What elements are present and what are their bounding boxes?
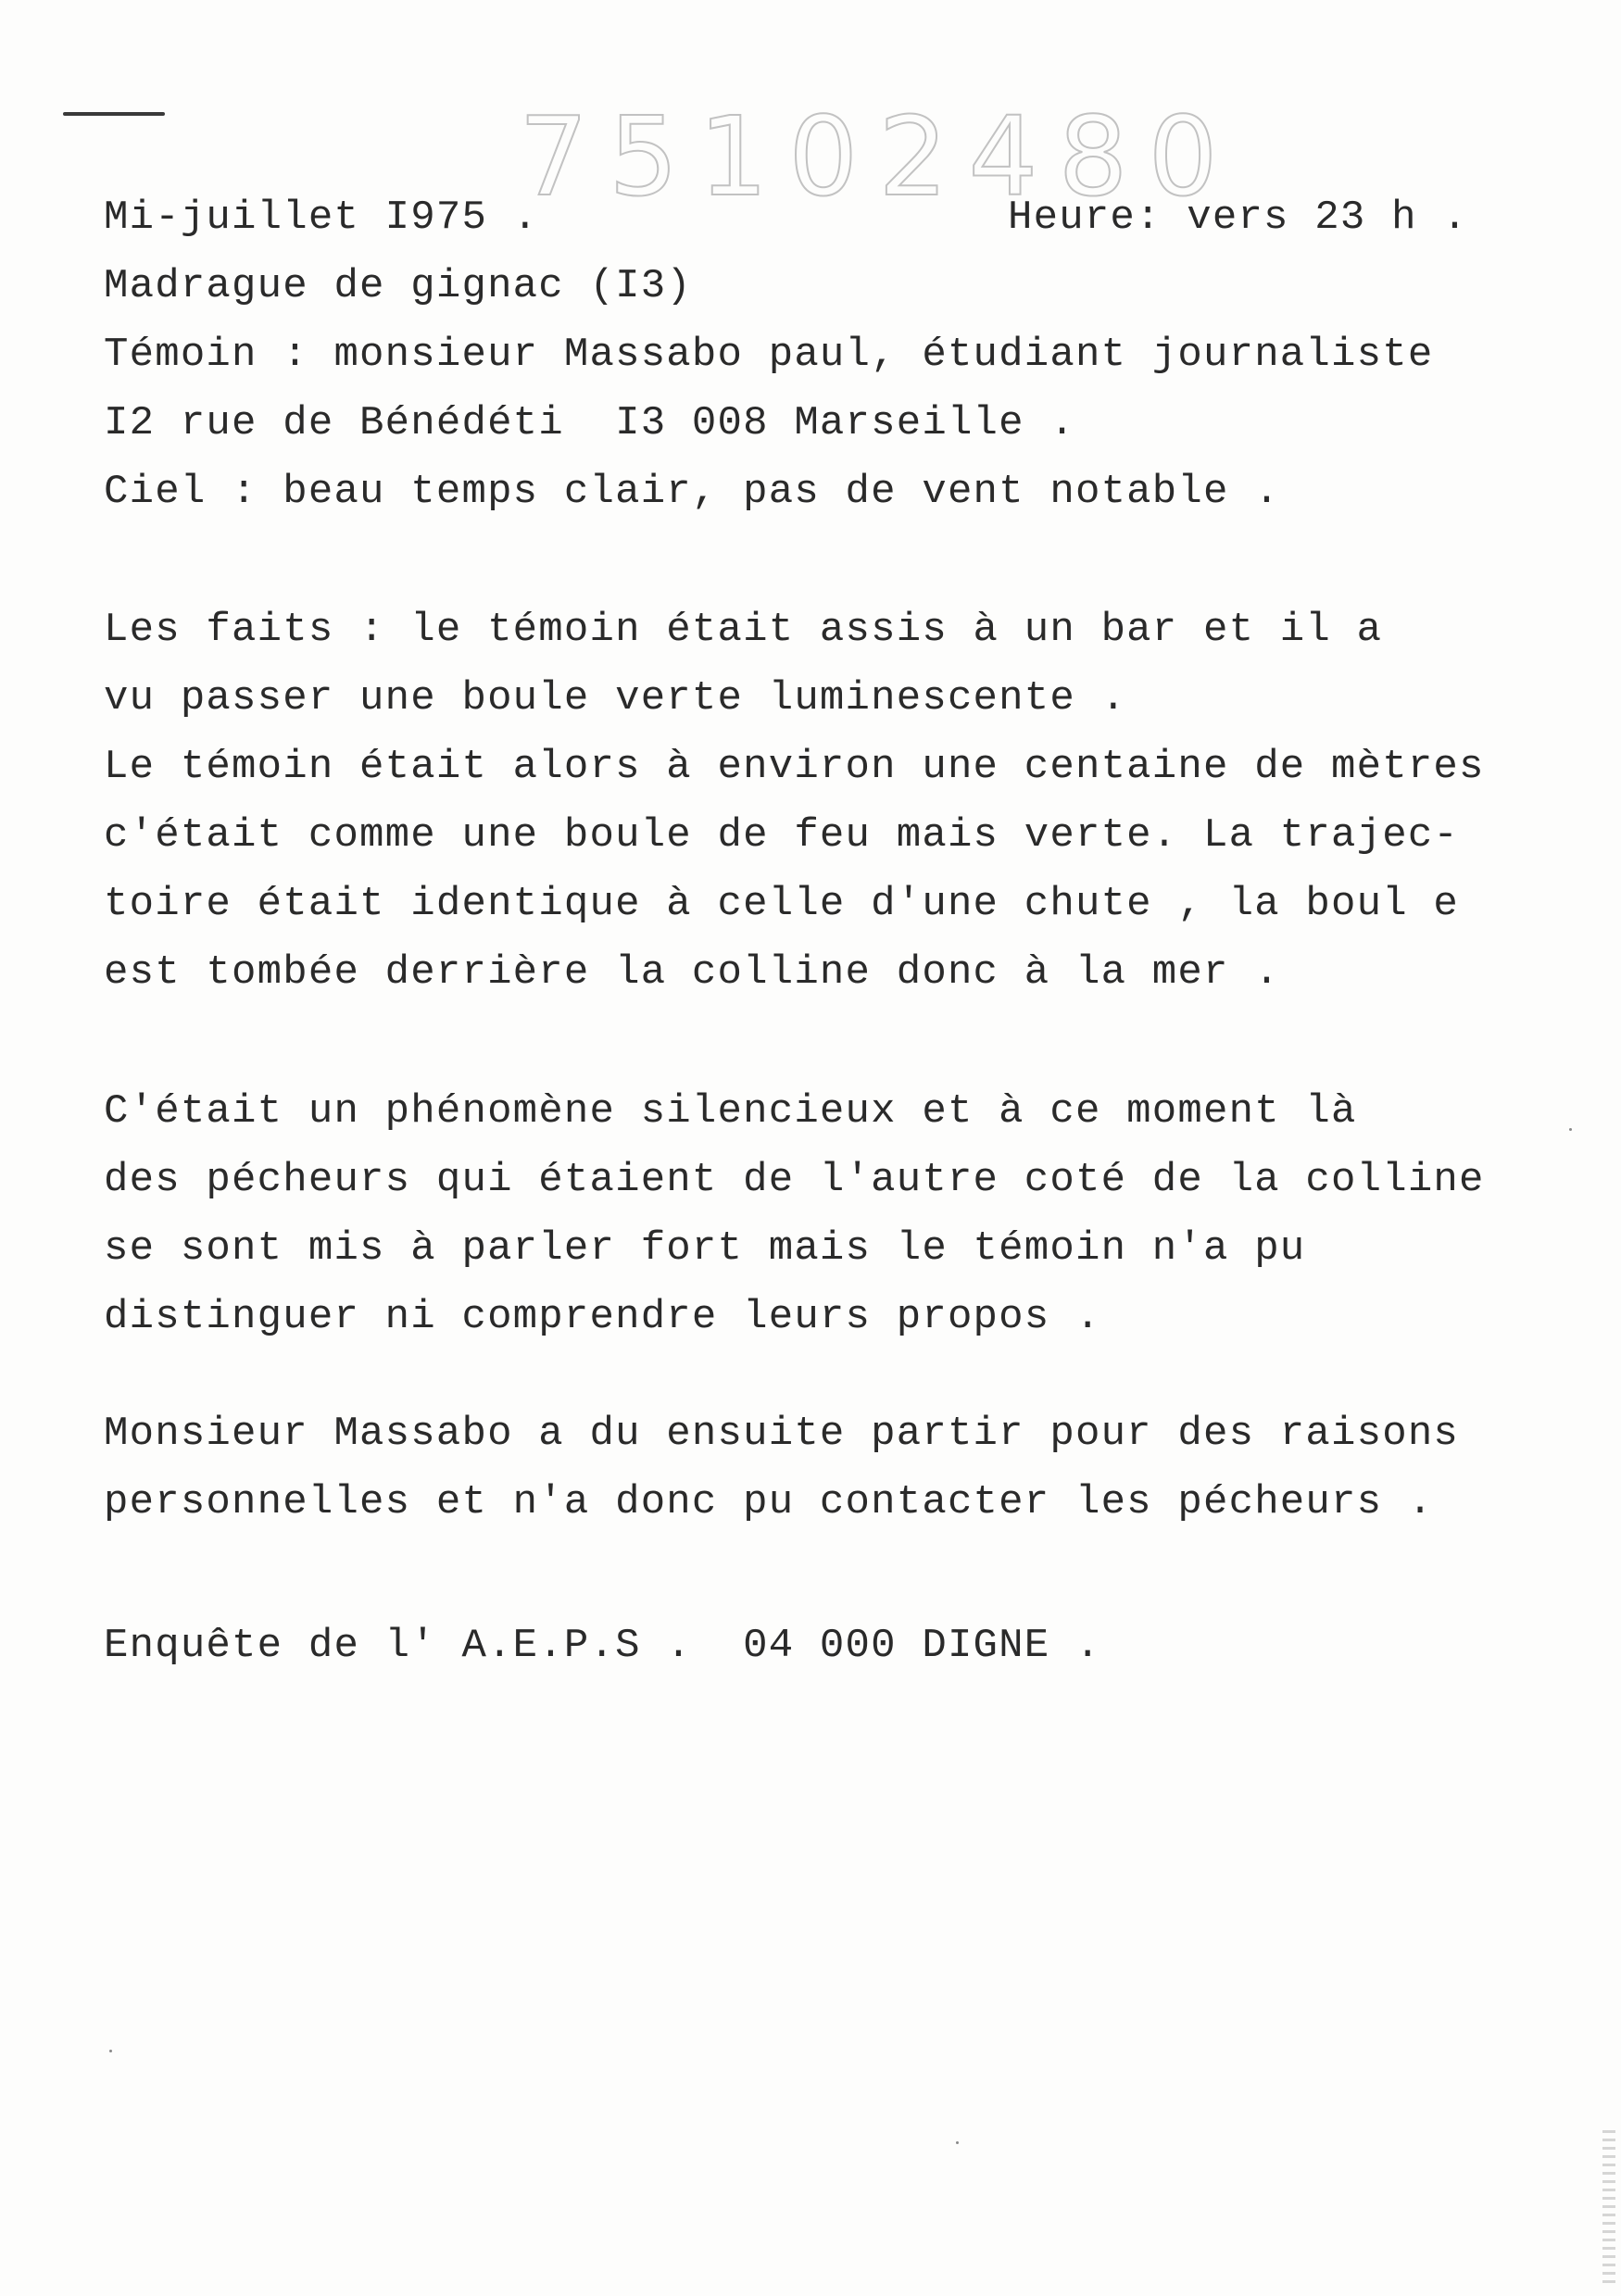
location-line: Madrague de gignac (I3) — [104, 263, 692, 309]
report-hour: Heure: vers 23 h . — [1008, 194, 1468, 241]
departure-line: Monsieur Massabo a du ensuite partir pour des raisons — [104, 1411, 1460, 1457]
facts-line: vu passer une boule verte luminescente . — [104, 675, 1127, 721]
report-date: Mi-juillet I975 . — [104, 194, 539, 241]
scan-speck — [1569, 1128, 1572, 1131]
address-line: I2 rue de Bénédéti I3 008 Marseille . — [104, 400, 1075, 446]
silence-line: distinguer ni comprendre leurs propos . — [104, 1294, 1101, 1340]
facts-line: c'était comme une boule de feu mais verte. La trajec- — [104, 812, 1460, 859]
top-left-dash-mark — [63, 112, 165, 116]
facts-line: est tombée derrière la colline donc à la mer . — [104, 949, 1280, 996]
silence-line: se sont mis à parler fort mais le témoin n'a pu — [104, 1225, 1306, 1272]
scan-edge-artifact — [1602, 2130, 1615, 2288]
witness-line: Témoin : monsieur Massabo paul, étudiant journaliste — [104, 332, 1434, 378]
silence-line: C'était un phénomène silencieux et à ce moment là — [104, 1088, 1357, 1135]
scan-speck — [109, 2050, 112, 2052]
facts-line: Les faits : le témoin était assis à un bar et il a — [104, 607, 1383, 653]
departure-line: personnelles et n'a donc pu contacter les pécheurs . — [104, 1479, 1434, 1525]
silence-line: des pécheurs qui étaient de l'autre coté de la colline — [104, 1157, 1485, 1203]
facts-line: toire était identique à celle d'une chute , la boul e — [104, 881, 1460, 927]
facts-line: Le témoin était alors à environ une centaine de mètres — [104, 744, 1485, 790]
scan-speck — [956, 2141, 959, 2144]
sky-line: Ciel : beau temps clair, pas de vent notable . — [104, 469, 1280, 515]
case-number-stamp: 75102480 — [519, 93, 1238, 220]
investigation-footer: Enquête de l' A.E.P.S . 04 000 DIGNE . — [104, 1623, 1101, 1669]
